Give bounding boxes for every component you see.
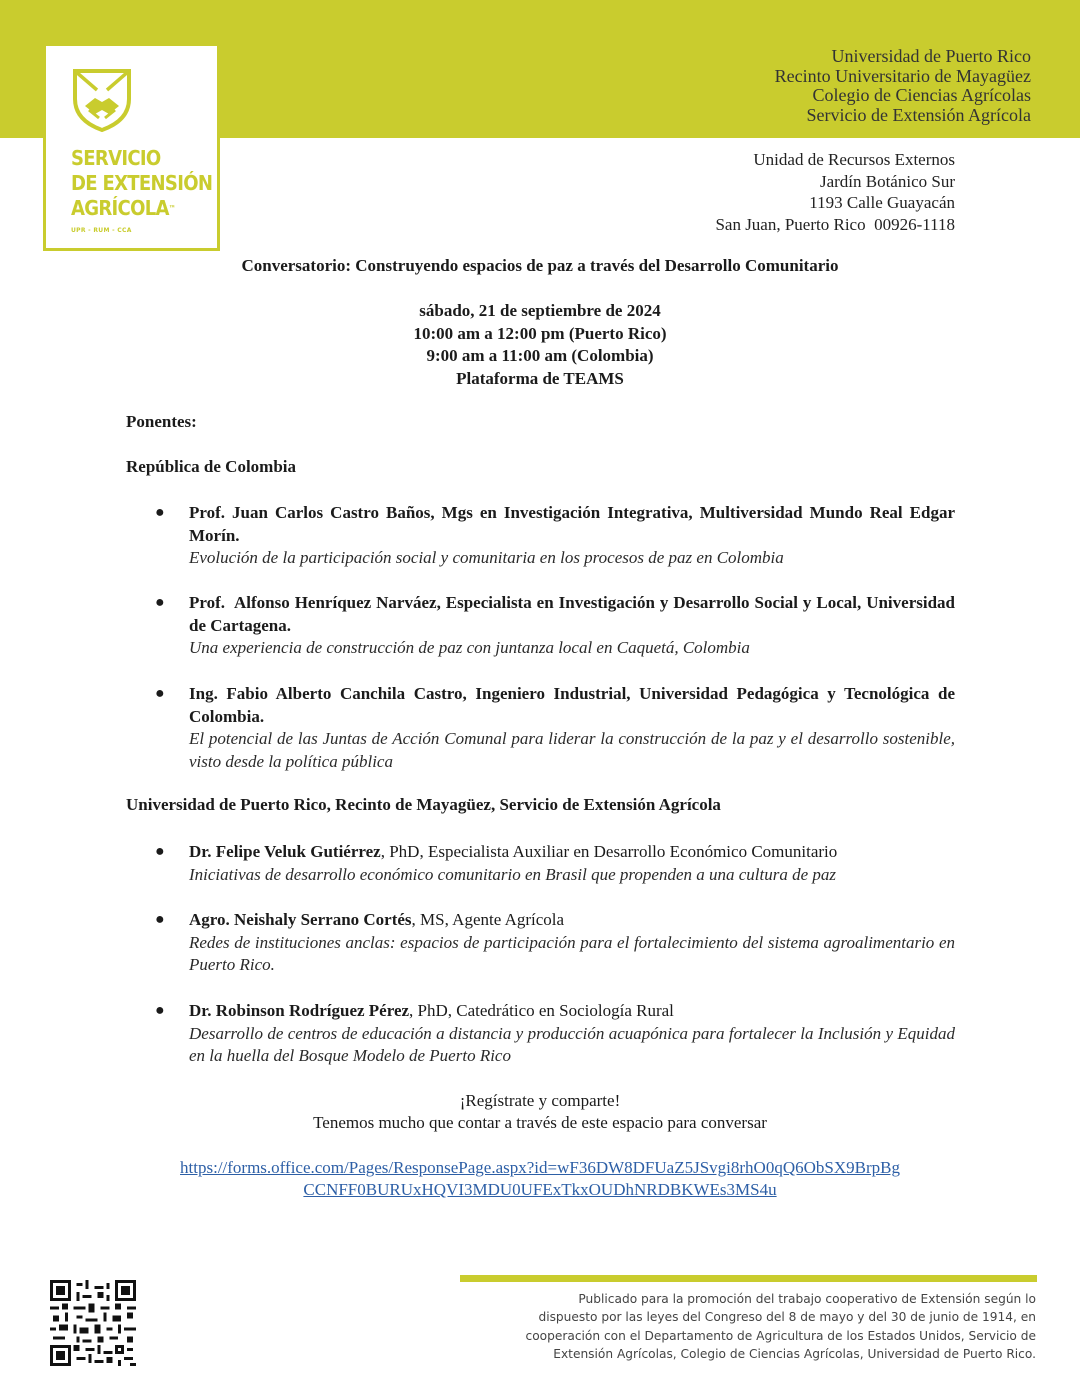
speaker-role: , PhD, Especialista Auxiliar en Desarrollo Económico Comunitario xyxy=(380,842,838,861)
colombia-heading: República de Colombia xyxy=(126,457,297,476)
speaker-header: Prof. Alfonso Henríquez Narváez, Especialista en Investigación y Desarrollo Social y Local, Universidad de Cartagena. xyxy=(189,593,960,635)
speaker-header: Prof. Juan Carlos Castro Baños, Mgs en Investigación Integrativa, Multiversidad Mundo Real Edgar Morín. xyxy=(189,503,955,545)
logo-tagline: UPR - RUM - CCA xyxy=(71,227,132,234)
call-to-action xyxy=(0,1090,1080,1134)
cta-line: Tenemos mucho que contar a través de este espacio para conversar xyxy=(313,1113,767,1132)
footer-line: dispuesto por las leyes del Congreso del 8 de mayo y del 30 de junio de 1914, en xyxy=(538,1310,1036,1325)
footer-line: cooperación con el Departamento de Agricultura de los Estados Unidos, Servicio de xyxy=(525,1328,1036,1343)
speaker-topic: Una experiencia de construcción de paz con juntanza local en Caquetá, Colombia xyxy=(189,638,750,657)
upr-heading: Universidad de Puerto Rico, Recinto de Mayagüez, Servicio de Extensión Agrícola xyxy=(126,795,721,814)
qr-code-icon[interactable] xyxy=(50,1280,136,1366)
speaker-item xyxy=(155,1000,955,1068)
logo xyxy=(43,43,220,251)
registration-link-line[interactable]: CCNFF0BURUxHQVI3MDU0UFExTkxOUDhNRDBKWEs3MS4u xyxy=(303,1180,777,1199)
university-block xyxy=(775,47,1031,125)
speakers-label: Ponentes: xyxy=(126,412,197,431)
registration-link[interactable] xyxy=(0,1157,1080,1201)
address-line: 1193 Calle Guayacán xyxy=(809,193,955,212)
bullet-icon: ● xyxy=(155,843,165,860)
registration-link-line[interactable]: https://forms.office.com/Pages/ResponsePage.aspx?id=wF36DW8DFUaZ5JSvgi8rhO0qQ6ObSX9BrpBg xyxy=(180,1158,900,1177)
speaker-item xyxy=(155,841,955,886)
address-line: Jardín Botánico Sur xyxy=(819,171,955,191)
university-line: Universidad de Puerto Rico xyxy=(831,46,1031,66)
speaker-name: Dr. Robinson Rodríguez Pérez xyxy=(189,1001,410,1020)
bullet-icon: ● xyxy=(155,504,165,521)
event-time-co: 9:00 am a 11:00 am (Colombia) xyxy=(426,346,654,365)
speaker-role: , MS, Agente Agrícola xyxy=(411,910,565,929)
speaker-item xyxy=(155,909,955,977)
unit-address xyxy=(715,149,955,235)
speaker-topic: Redes de instituciones anclas: espacios de participación para el fortalecimiento del sistema agroalimentario en Puerto Rico. xyxy=(189,932,955,974)
footer-line: Publicado para la promoción del trabajo cooperativo de Extensión según lo xyxy=(578,1292,1036,1306)
logo-line: AGRÍCOLA xyxy=(71,196,169,220)
footer-line: Extensión Agrícolas, Colegio de Ciencias Agrícolas, Universidad de Puerto Rico. xyxy=(553,1346,1036,1361)
university-line: Colegio de Ciencias Agrícolas xyxy=(812,85,1031,105)
speaker-topic: Iniciativas de desarrollo económico comunitario en Brasil que propenden a una cultura de paz xyxy=(189,864,837,884)
speaker-item xyxy=(155,502,955,570)
speaker-name: Agro. Neishaly Serrano Cortés xyxy=(189,910,412,929)
speaker-header: Ing. Fabio Alberto Canchila Castro, Ingeniero Industrial, Universidad Pedagógica y Tecnológica de Colombia. xyxy=(189,684,955,726)
logo-trademark: ™ xyxy=(168,204,176,213)
bullet-icon: ● xyxy=(155,594,165,611)
bullet-icon: ● xyxy=(155,685,165,702)
address-line: Unidad de Recursos Externos xyxy=(753,150,955,169)
speaker-item xyxy=(155,592,960,660)
speaker-topic: Desarrollo de centros de educación a distancia y producción acuapónica para fortalecer la Inclusión y Equidad en la huella del Bosque Modelo de Puerto Rico xyxy=(189,1023,955,1065)
bullet-icon: ● xyxy=(155,911,165,928)
footer-divider xyxy=(460,1275,1037,1282)
speaker-name: Dr. Felipe Veluk Gutiérrez xyxy=(189,842,381,861)
university-line: Recinto Universitario de Mayagüez xyxy=(774,65,1031,86)
logo-wordmark xyxy=(71,146,212,221)
cta-line: ¡Regístrate y comparte! xyxy=(459,1091,621,1110)
logo-line: DE EXTENSIÓN xyxy=(71,171,213,195)
logo-line: SERVICIO xyxy=(71,146,161,170)
event-details xyxy=(0,300,1080,390)
event-date: sábado, 21 de septiembre de 2024 xyxy=(419,301,661,320)
bullet-icon: ● xyxy=(155,1002,165,1019)
university-line: Servicio de Extensión Agrícola xyxy=(806,104,1031,125)
footer-disclaimer xyxy=(526,1290,1036,1363)
event-platform: Plataforma de TEAMS xyxy=(456,368,624,388)
speaker-topic: Evolución de la participación social y comunitaria en los procesos de paz en Colombia xyxy=(189,548,784,567)
event-time-pr: 10:00 am a 12:00 pm (Puerto Rico) xyxy=(413,323,667,343)
shield-handshake-icon xyxy=(71,66,133,132)
speaker-item xyxy=(155,683,955,773)
address-line: San Juan, Puerto Rico 00926-1118 xyxy=(715,214,955,234)
event-title: Conversatorio: Construyendo espacios de paz a través del Desarrollo Comunitario xyxy=(241,256,839,275)
speaker-role: , PhD, Catedrático en Sociología Rural xyxy=(409,1001,674,1020)
speaker-topic: El potencial de las Juntas de Acción Comunal para liderar la construcción de la paz y el desarrollo sostenible, visto desde la política pública xyxy=(189,729,955,771)
